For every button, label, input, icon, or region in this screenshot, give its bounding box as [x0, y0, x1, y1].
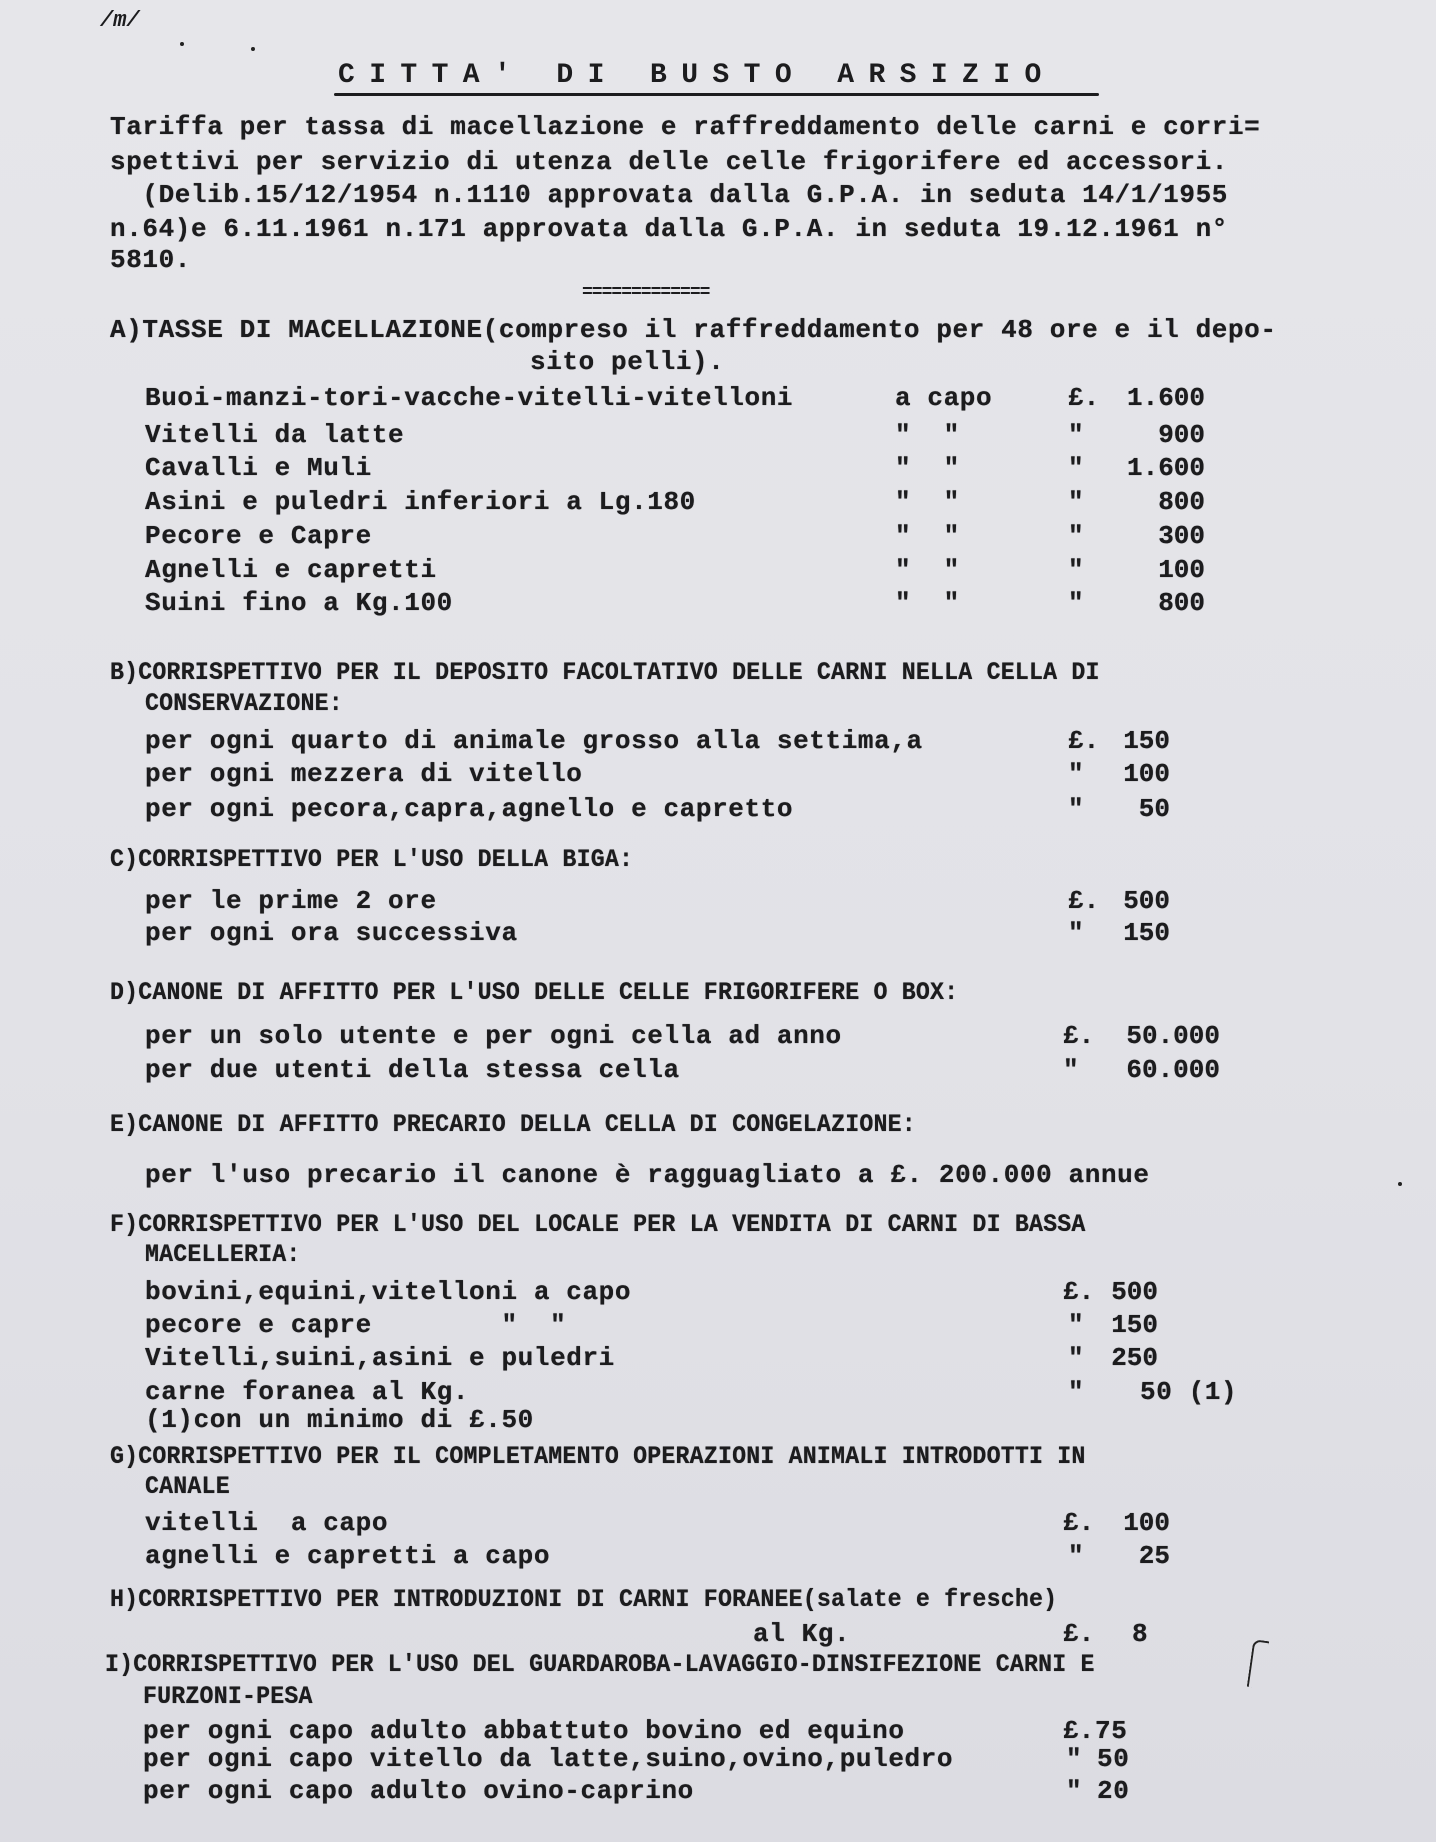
item-amount: 100: [1158, 555, 1205, 585]
item-unit: " ": [895, 588, 960, 618]
item-amount: 75: [1095, 1716, 1128, 1746]
item-unit: " ": [895, 487, 960, 517]
section-f-heading: F)CORRISPETTIVO PER L'USO DEL LOCALE PER LA VENDITA DI CARNI DI BASSA: [110, 1210, 1086, 1239]
section-a-heading: A)TASSE DI MACELLAZIONE(compreso il raffreddamento per 48 ore e il depo-: [110, 315, 1277, 345]
item-label: per le prime 2 ore: [145, 886, 437, 916]
section-b-heading: B)CORRISPETTIVO PER IL DEPOSITO FACOLTATIVO DELLE CARNI NELLA CELLA DI: [110, 658, 1100, 687]
ink-speck: [251, 47, 255, 51]
section-h-unit: al Kg.: [753, 1619, 851, 1649]
item-amount: 150: [1111, 1310, 1158, 1340]
item-unit: " ": [895, 420, 960, 450]
item-currency: ": [1068, 521, 1084, 551]
section-h-currency: £.: [1063, 1619, 1095, 1649]
section-i-heading: I)CORRISPETTIVO PER L'USO DEL GUARDAROBA-LAVAGGIO-DINSIFEZIONE CARNI E: [105, 1650, 1095, 1679]
handwritten-correction: [1247, 1639, 1270, 1689]
item-label: Buoi-manzi-tori-vacche-vitelli-vitelloni: [145, 383, 794, 413]
item-amount: 20: [1097, 1776, 1130, 1806]
item-currency: ": [1066, 1776, 1082, 1806]
item-label: Vitelli da latte: [145, 420, 405, 450]
item-label: Suini fino a Kg.100: [145, 588, 453, 618]
section-h-heading: H)CORRISPETTIVO PER INTRODUZIONI DI CARNI FORANEE(salate e fresche): [110, 1585, 1058, 1614]
item-label: Cavalli e Muli: [145, 453, 372, 483]
item-label: Agnelli e capretti: [145, 555, 437, 585]
item-label: per due utenti della stessa cella: [145, 1055, 680, 1085]
item-unit: " ": [895, 453, 960, 483]
item-amount: 50.000: [1126, 1021, 1220, 1051]
item-amount: 100: [1123, 759, 1170, 789]
item-currency: £.: [1068, 383, 1100, 413]
item-amount: 150: [1123, 726, 1170, 756]
item-currency: ": [1068, 487, 1084, 517]
item-amount: 60.000: [1126, 1055, 1220, 1085]
section-h-amount: 8: [1132, 1619, 1149, 1649]
item-currency: ": [1068, 759, 1084, 789]
item-amount: 50: [1138, 794, 1170, 824]
item-label: carne foranea al Kg.: [145, 1377, 470, 1407]
title-underline: [334, 93, 1099, 96]
item-label: per ogni ora successiva: [145, 918, 518, 948]
item-currency: ": [1063, 1055, 1079, 1085]
item-amount: 300: [1158, 521, 1205, 551]
item-currency: ": [1068, 1541, 1084, 1571]
item-label: pecore e capre " ": [145, 1310, 567, 1340]
footnote: (1)con un minimo di £.50: [145, 1405, 534, 1435]
item-label: per ogni quarto di animale grosso alla settima,a: [145, 726, 923, 756]
item-label: bovini,equini,vitelloni a capo: [145, 1277, 632, 1307]
item-currency: ": [1068, 1343, 1084, 1373]
section-a-heading: sito pelli).: [530, 347, 725, 377]
item-currency: £.: [1068, 726, 1100, 756]
item-unit: " ": [895, 555, 960, 585]
item-label: agnelli e capretti a capo: [145, 1541, 551, 1571]
section-e-text: per l'uso precario il canone è ragguagliato a £. 200.000 annue: [145, 1160, 1150, 1190]
item-currency: £.: [1063, 1508, 1095, 1538]
item-currency: ": [1068, 794, 1084, 824]
item-amount: 500: [1123, 886, 1170, 916]
intro-line: Tariffa per tassa di macellazione e raffreddamento delle carni e corri=: [110, 112, 1261, 142]
item-unit: a capo: [895, 383, 993, 413]
intro-line: 5810.: [110, 245, 192, 275]
item-label: per ogni mezzera di vitello: [145, 759, 583, 789]
item-currency: ": [1068, 588, 1084, 618]
item-currency: £.: [1063, 1716, 1095, 1746]
item-currency: ": [1068, 918, 1084, 948]
item-amount: 800: [1158, 588, 1205, 618]
item-currency: £.: [1068, 886, 1100, 916]
item-amount: 1.600: [1126, 453, 1205, 483]
item-label: vitelli a capo: [145, 1508, 389, 1538]
section-f-heading: MACELLERIA:: [145, 1240, 301, 1269]
section-d-heading: D)CANONE DI AFFITTO PER L'USO DELLE CELLE FRIGORIFERE O BOX:: [110, 978, 959, 1007]
section-b-heading: CONSERVAZIONE:: [145, 689, 343, 718]
item-unit: " ": [895, 521, 960, 551]
item-amount: 50 (1): [1140, 1377, 1238, 1407]
item-amount: 1.600: [1126, 383, 1205, 413]
section-c-heading: C)CORRISPETTIVO PER L'USO DELLA BIGA:: [110, 845, 634, 874]
intro-line: n.64)e 6.11.1961 n.171 approvata dalla G.P.A. in seduta 19.12.1961 n°: [110, 214, 1228, 244]
item-currency: ": [1068, 555, 1084, 585]
item-amount: 800: [1158, 487, 1205, 517]
item-currency: ": [1068, 453, 1084, 483]
item-currency: £.: [1063, 1277, 1095, 1307]
item-label: per ogni capo adulto ovino-caprino: [143, 1776, 694, 1806]
item-label: per ogni capo adulto abbattuto bovino ed equino: [143, 1716, 905, 1746]
item-label: Pecore e Capre: [145, 521, 372, 551]
item-amount: 50: [1097, 1744, 1130, 1774]
item-amount: 150: [1123, 918, 1170, 948]
section-g-heading: G)CORRISPETTIVO PER IL COMPLETAMENTO OPERAZIONI ANIMALI INTRODOTTI IN: [110, 1442, 1086, 1471]
item-amount: 900: [1158, 420, 1205, 450]
separator: =============: [582, 283, 710, 303]
item-label: per ogni capo vitello da latte,suino,ovino,puledro: [143, 1744, 954, 1774]
item-amount: 250: [1111, 1343, 1158, 1373]
item-label: per ogni pecora,capra,agnello e capretto: [145, 794, 794, 824]
intro-line: spettivi per servizio di utenza delle celle frigorifere ed accessori.: [110, 147, 1228, 177]
item-currency: ": [1068, 1310, 1084, 1340]
document-title: CITTA' DI BUSTO ARSIZIO: [338, 60, 1056, 91]
ink-speck: [1398, 1182, 1402, 1186]
section-e-heading: E)CANONE DI AFFITTO PRECARIO DELLA CELLA DI CONGELAZIONE:: [110, 1110, 916, 1139]
item-currency: ": [1066, 1744, 1082, 1774]
item-currency: £.: [1063, 1021, 1095, 1051]
item-label: Vitelli,suini,asini e puledri: [145, 1343, 615, 1373]
item-amount: 100: [1123, 1508, 1170, 1538]
item-currency: ": [1068, 420, 1084, 450]
section-i-heading: FURZONI-PESA: [143, 1682, 313, 1711]
ink-speck: [180, 42, 184, 46]
intro-line: (Delib.15/12/1954 n.1110 approvata dalla G.P.A. in seduta 14/1/1955: [110, 180, 1228, 210]
item-label: Asini e puledri inferiori a Lg.180: [145, 487, 696, 517]
item-currency: ": [1068, 1377, 1084, 1407]
item-label: per un solo utente e per ogni cella ad anno: [145, 1021, 842, 1051]
item-amount: 500: [1111, 1277, 1158, 1307]
section-g-heading: CANALE: [145, 1472, 230, 1501]
item-amount: 25: [1138, 1541, 1170, 1571]
corner-mark: /m/: [100, 8, 140, 33]
